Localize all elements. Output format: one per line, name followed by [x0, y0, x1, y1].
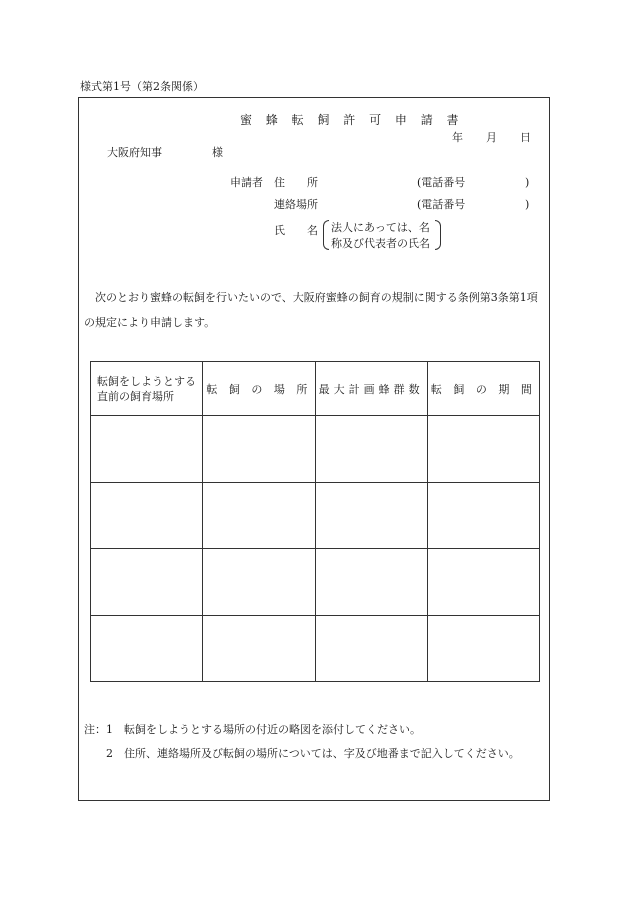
form-number-label: 様式第1号（第2条関係）	[80, 80, 204, 93]
right-bracket	[435, 220, 441, 250]
table-cell-transfer-site[interactable]	[203, 416, 315, 482]
date-day-label: 日	[520, 131, 531, 144]
table-cell-max-colonies[interactable]	[315, 416, 427, 482]
addressee-honorific: 様	[212, 146, 223, 159]
corporation-note-line2: 称及び代表者の氏名	[331, 237, 430, 250]
applicant-label: 申請者	[230, 176, 263, 189]
left-bracket	[323, 220, 329, 250]
application-statement: 次のとおり蜜蜂の転飼を行いたいので、大阪府蜜蜂の飼育の規制に関する条例第3条第1項の規定により申請します。	[84, 291, 538, 329]
table-cell-max-colonies[interactable]	[315, 549, 427, 615]
table-cell-transfer-period[interactable]	[427, 549, 539, 615]
contact-phone-label: (電話番号	[417, 198, 466, 211]
table-row	[91, 615, 540, 681]
note-1: 注：1 転飼をしようとする場所の付近の略図を添付してください。	[84, 723, 421, 736]
table-row	[91, 482, 540, 548]
addressee-name: 大阪府知事	[107, 146, 162, 159]
document-title: 蜜 蜂 転 飼 許 可 申 請 書	[240, 113, 464, 127]
corporation-note	[323, 220, 441, 252]
table-cell-transfer-site[interactable]	[203, 549, 315, 615]
contact-place-label: 連絡場所	[274, 198, 318, 211]
address-phone-close: )	[525, 176, 530, 189]
table-row	[91, 416, 540, 482]
table-cell-transfer-site[interactable]	[203, 615, 315, 681]
table-cell-transfer-period[interactable]	[427, 482, 539, 548]
table-cell-max-colonies[interactable]	[315, 482, 427, 548]
header-transfer-site: 転 飼 の 場 所	[203, 362, 315, 416]
header-transfer-period: 転 飼 の 期 間	[427, 362, 539, 416]
date-month-label: 月	[486, 131, 497, 144]
table-header-row	[91, 362, 540, 416]
header-max-colonies: 最大計画蜂群数	[315, 362, 427, 416]
corporation-note-line1: 法人にあっては、名	[331, 221, 430, 234]
address-phone-label: (電話番号	[417, 176, 466, 189]
table-cell-transfer-period[interactable]	[427, 615, 539, 681]
table-cell-max-colonies[interactable]	[315, 615, 427, 681]
table-row	[91, 549, 540, 615]
contact-phone-close: )	[525, 198, 530, 211]
name-label: 氏 名	[274, 224, 318, 237]
table-cell-transfer-period[interactable]	[427, 416, 539, 482]
table-cell-transfer-site[interactable]	[203, 482, 315, 548]
permit-table	[90, 361, 540, 682]
date-year-label: 年	[452, 131, 463, 144]
note-2: 2 住所、連絡場所及び転飼の場所については、字及び地番まで記入してください。	[106, 747, 520, 760]
table-cell-previous-site[interactable]	[91, 482, 203, 548]
table-cell-previous-site[interactable]	[91, 416, 203, 482]
address-label: 住 所	[274, 176, 318, 189]
table-cell-previous-site[interactable]	[91, 549, 203, 615]
header-previous-site: 転飼をしようとする直前の飼育場所	[91, 362, 203, 416]
table-cell-previous-site[interactable]	[91, 615, 203, 681]
